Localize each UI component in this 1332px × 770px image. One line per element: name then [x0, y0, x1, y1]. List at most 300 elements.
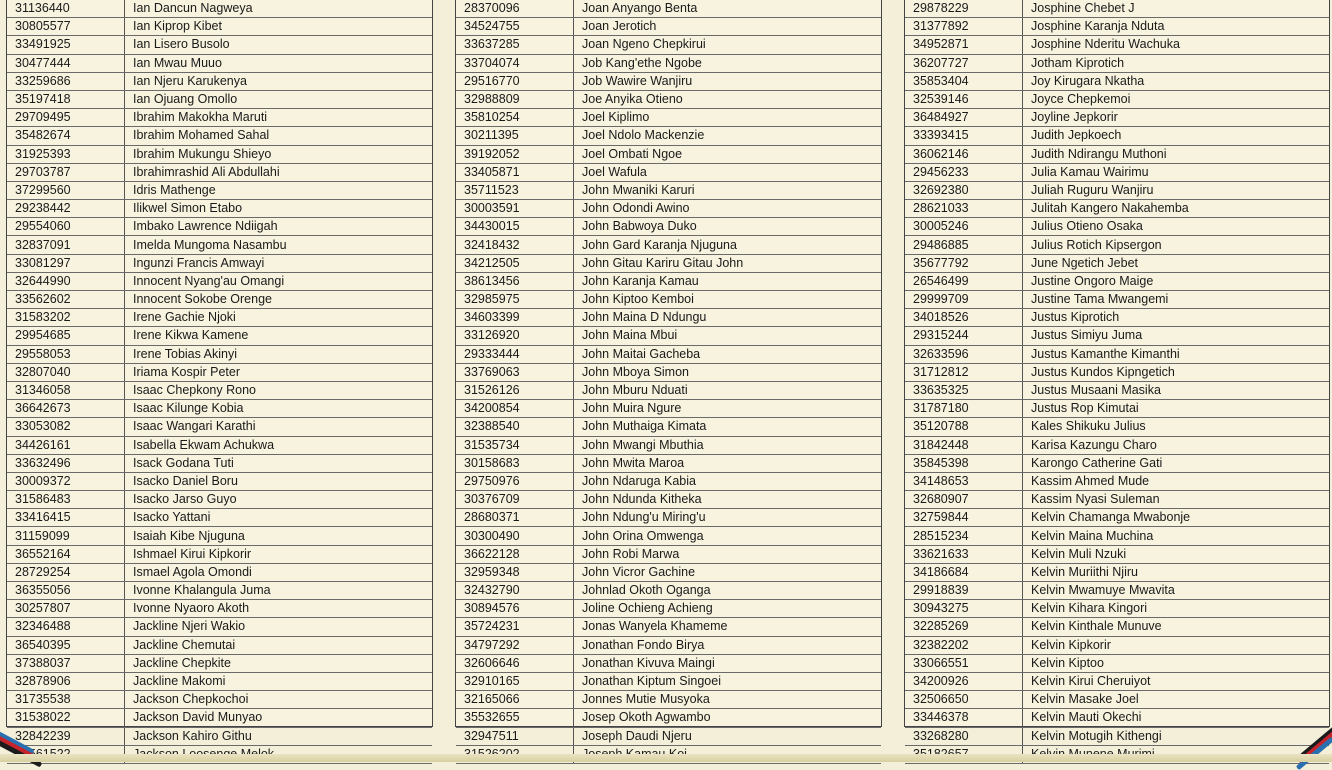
id-number-cell: 36062146: [905, 145, 1023, 163]
table-row: [7, 618, 432, 636]
table-row: [7, 400, 432, 418]
full-name-cell: Justus Kundos Kipngetich: [1023, 363, 1330, 381]
table-row: [7, 454, 432, 472]
table-row: [456, 727, 881, 745]
table-row: [7, 145, 432, 163]
table-row: [456, 381, 881, 399]
id-number-cell: 36484927: [905, 109, 1023, 127]
table-row: [7, 727, 432, 745]
full-name-cell: John Mwangi Mbuthia: [574, 436, 882, 454]
id-number-cell: 32418432: [456, 236, 574, 254]
full-name-cell: Kelvin Muriithi Njiru: [1023, 563, 1330, 581]
name-table-column-2: [455, 0, 882, 743]
name-table-column-3: [904, 0, 1330, 743]
full-name-cell: John Ndunda Kitheka: [574, 491, 882, 509]
id-number-cell: 33621633: [905, 545, 1023, 563]
full-name-cell: Justus Rop Kimutai: [1023, 400, 1330, 418]
id-number-cell: 32807040: [7, 363, 125, 381]
full-name-cell: Juliah Ruguru Wanjiru: [1023, 181, 1330, 199]
id-number-cell: 29918839: [905, 582, 1023, 600]
table-row: [905, 654, 1329, 672]
full-name-cell: Jonathan Kivuva Maingi: [574, 654, 882, 672]
id-number-cell: 33635325: [905, 381, 1023, 399]
id-number-cell: 32633596: [905, 345, 1023, 363]
table-row: [905, 436, 1329, 454]
full-name-cell: Ian Dancun Nagweya: [125, 0, 433, 18]
id-number-cell: 33405871: [456, 163, 574, 181]
id-number-cell: 32382202: [905, 636, 1023, 654]
full-name-cell: John Kiptoo Kemboi: [574, 291, 882, 309]
full-name-cell: Jonas Wanyela Khameme: [574, 618, 882, 636]
full-name-cell: John Mburu Nduati: [574, 381, 882, 399]
id-number-cell: 30943275: [905, 600, 1023, 618]
id-number-cell: 38613456: [456, 272, 574, 290]
table-row: [905, 291, 1329, 309]
id-number-cell: 32539146: [905, 90, 1023, 108]
id-number-cell: 30805577: [7, 18, 125, 36]
full-name-cell: John Odondi Awino: [574, 200, 882, 218]
id-number-cell: 35724231: [456, 618, 574, 636]
full-name-cell: Justine Ongoro Maige: [1023, 272, 1330, 290]
id-number-cell: 28729254: [7, 563, 125, 581]
full-name-cell: John Muira Ngure: [574, 400, 882, 418]
full-name-cell: John Mwaniki Karuri: [574, 181, 882, 199]
table-row: [456, 472, 881, 490]
id-number-cell: 29999709: [905, 291, 1023, 309]
id-number-cell: 29333444: [456, 345, 574, 363]
table-row: [905, 545, 1329, 563]
table-row: [7, 563, 432, 581]
table-row: [456, 145, 881, 163]
id-number-cell: 31526126: [456, 381, 574, 399]
id-number-cell: 29315244: [905, 327, 1023, 345]
full-name-cell: Ian Mwau Muuo: [125, 54, 433, 72]
full-name-cell: Ingunzi Francis Amwayi: [125, 254, 433, 272]
full-name-cell: Justus Kamanthe Kimanthi: [1023, 345, 1330, 363]
full-name-cell: Kelvin Kinthale Munuve: [1023, 618, 1330, 636]
table-row: [905, 163, 1329, 181]
table-row: [456, 54, 881, 72]
full-name-cell: Josphine Karanja Nduta: [1023, 18, 1330, 36]
table-row: [905, 600, 1329, 618]
table-row: [905, 272, 1329, 290]
table-row: [456, 654, 881, 672]
id-number-cell: 31925393: [7, 145, 125, 163]
table-row: [7, 709, 432, 727]
id-number-cell: 31159099: [7, 527, 125, 545]
id-number-cell: 31712812: [905, 363, 1023, 381]
full-name-cell: Jonathan Kiptum Singoei: [574, 672, 882, 690]
id-number-cell: 33637285: [456, 36, 574, 54]
full-name-cell: Irene Kikwa Kamene: [125, 327, 433, 345]
id-number-cell: 31346058: [7, 381, 125, 399]
table-row: [905, 72, 1329, 90]
table-row: [456, 600, 881, 618]
full-name-cell: Kelvin Mauti Okechi: [1023, 709, 1330, 727]
full-name-cell: Jackson Kahiro Githu: [125, 727, 433, 745]
full-name-cell: Kelvin Mwamuye Mwavita: [1023, 582, 1330, 600]
table-row: [905, 90, 1329, 108]
table-row: [905, 381, 1329, 399]
full-name-cell: Ishmael Kirui Kipkorir: [125, 545, 433, 563]
table-row: [905, 563, 1329, 581]
table-row: [7, 691, 432, 709]
id-number-cell: 31586483: [7, 491, 125, 509]
full-name-cell: Ivonne Khalangula Juma: [125, 582, 433, 600]
id-number-cell: 37388037: [7, 654, 125, 672]
table-row: [7, 291, 432, 309]
full-name-cell: Joseph Daudi Njeru: [574, 727, 882, 745]
id-number-cell: 32878906: [7, 672, 125, 690]
id-number-cell: 33704074: [456, 54, 574, 72]
id-number-cell: 34797292: [456, 636, 574, 654]
full-name-cell: John Vicror Gachine: [574, 563, 882, 581]
full-name-cell: June Ngetich Jebet: [1023, 254, 1330, 272]
full-name-cell: Irene Gachie Njoki: [125, 309, 433, 327]
id-number-cell: 32985975: [456, 291, 574, 309]
full-name-cell: Joan Anyango Benta: [574, 0, 882, 18]
table-row: [456, 527, 881, 545]
table-row: [7, 200, 432, 218]
full-name-cell: Jotham Kiprotich: [1023, 54, 1330, 72]
full-name-cell: Innocent Nyang'au Omangi: [125, 272, 433, 290]
id-number-cell: 34200854: [456, 400, 574, 418]
table-row: [7, 582, 432, 600]
id-number-cell: 36355056: [7, 582, 125, 600]
full-name-cell: Kelvin Chamanga Mwabonje: [1023, 509, 1330, 527]
id-number-cell: 30300490: [456, 527, 574, 545]
id-number-cell: 32680907: [905, 491, 1023, 509]
id-number-cell: 34430015: [456, 218, 574, 236]
table-row: [7, 545, 432, 563]
table-row: [905, 236, 1329, 254]
id-number-cell: 31735538: [7, 691, 125, 709]
full-name-cell: John Gitau Kariru Gitau John: [574, 254, 882, 272]
full-name-cell: Irene Tobias Akinyi: [125, 345, 433, 363]
full-name-cell: Kelvin Motugih Kithengi: [1023, 727, 1330, 745]
full-name-cell: Isacko Yattani: [125, 509, 433, 527]
table-row: [7, 345, 432, 363]
full-name-cell: Ian Ojuang Omollo: [125, 90, 433, 108]
full-name-cell: Kelvin Kiptoo: [1023, 654, 1330, 672]
full-name-cell: Isaac Kilunge Kobia: [125, 400, 433, 418]
full-name-cell: Julius Otieno Osaka: [1023, 218, 1330, 236]
full-name-cell: Isaiah Kibe Njuguna: [125, 527, 433, 545]
full-name-cell: Justus Kiprotich: [1023, 309, 1330, 327]
table-row: [905, 127, 1329, 145]
table-row: [905, 454, 1329, 472]
table-row: [7, 491, 432, 509]
table-row: [456, 636, 881, 654]
table-row: [7, 418, 432, 436]
full-name-cell: Jackson David Munyao: [125, 709, 433, 727]
full-name-cell: Ibrahim Makokha Maruti: [125, 109, 433, 127]
id-number-cell: 35197418: [7, 90, 125, 108]
id-number-cell: 34018526: [905, 309, 1023, 327]
full-name-cell: Joel Kiplimo: [574, 109, 882, 127]
id-number-cell: 30477444: [7, 54, 125, 72]
table-row: [7, 381, 432, 399]
full-name-cell: Kassim Nyasi Suleman: [1023, 491, 1330, 509]
full-name-cell: Josep Okoth Agwambo: [574, 709, 882, 727]
full-name-cell: Kelvin Maina Muchina: [1023, 527, 1330, 545]
full-name-cell: Karisa Kazungu Charo: [1023, 436, 1330, 454]
id-number-cell: 33632496: [7, 454, 125, 472]
table-row: [7, 54, 432, 72]
id-number-cell: 29486885: [905, 236, 1023, 254]
table-row: [905, 472, 1329, 490]
id-number-cell: 34603399: [456, 309, 574, 327]
table-row: [7, 0, 432, 18]
full-name-cell: Justine Tama Mwangemi: [1023, 291, 1330, 309]
table-row: [905, 418, 1329, 436]
table-row: [456, 454, 881, 472]
id-number-cell: 37299560: [7, 181, 125, 199]
table-row: [456, 109, 881, 127]
full-name-cell: Ismael Agola Omondi: [125, 563, 433, 581]
table-row: [456, 236, 881, 254]
full-name-cell: John Mwita Maroa: [574, 454, 882, 472]
id-number-cell: 34524755: [456, 18, 574, 36]
id-number-cell: 31583202: [7, 309, 125, 327]
full-name-cell: John Ndung'u Miring'u: [574, 509, 882, 527]
full-name-cell: Josphine Nderitu Wachuka: [1023, 36, 1330, 54]
full-name-cell: Joel Ombati Ngoe: [574, 145, 882, 163]
table-row: [905, 618, 1329, 636]
table-row: [905, 109, 1329, 127]
table-row: [456, 618, 881, 636]
table-row: [7, 327, 432, 345]
id-number-cell: 29709495: [7, 109, 125, 127]
full-name-cell: Kelvin Muli Nzuki: [1023, 545, 1330, 563]
table-row: [456, 418, 881, 436]
id-number-cell: 28621033: [905, 200, 1023, 218]
full-name-cell: Idris Mathenge: [125, 181, 433, 199]
table-row: [456, 0, 881, 18]
id-number-cell: 30257807: [7, 600, 125, 618]
full-name-cell: Isaac Chepkony Rono: [125, 381, 433, 399]
table-row: [905, 727, 1329, 745]
id-number-cell: 33416415: [7, 509, 125, 527]
full-name-cell: Ibrahim Mohamed Sahal: [125, 127, 433, 145]
table-row: [456, 181, 881, 199]
id-number-cell: 35711523: [456, 181, 574, 199]
table-row: [456, 709, 881, 727]
full-name-cell: Isacko Jarso Guyo: [125, 491, 433, 509]
id-number-cell: 32644990: [7, 272, 125, 290]
id-number-cell: 36642673: [7, 400, 125, 418]
table-row: [456, 672, 881, 690]
full-name-cell: Jonnes Mutie Musyoka: [574, 691, 882, 709]
table-row: [7, 181, 432, 199]
table-row: [905, 691, 1329, 709]
table-row: [7, 254, 432, 272]
id-number-cell: 34200926: [905, 672, 1023, 690]
full-name-cell: Isack Godana Tuti: [125, 454, 433, 472]
id-number-cell: 29954685: [7, 327, 125, 345]
table-row: [905, 0, 1329, 18]
table-row: [905, 582, 1329, 600]
id-number-cell: 32606646: [456, 654, 574, 672]
id-number-cell: 33491925: [7, 36, 125, 54]
full-name-cell: John Robi Marwa: [574, 545, 882, 563]
id-number-cell: 39192052: [456, 145, 574, 163]
table-row: [456, 36, 881, 54]
table-row: [7, 527, 432, 545]
id-number-cell: 30211395: [456, 127, 574, 145]
full-name-cell: Joe Anyika Otieno: [574, 90, 882, 108]
table-row: [905, 527, 1329, 545]
id-number-cell: 33081297: [7, 254, 125, 272]
table-row: [905, 200, 1329, 218]
id-number-cell: 35482674: [7, 127, 125, 145]
id-number-cell: 32759844: [905, 509, 1023, 527]
id-number-cell: 31136440: [7, 0, 125, 18]
id-number-cell: 33126920: [456, 327, 574, 345]
full-name-cell: Justus Musaani Masika: [1023, 381, 1330, 399]
full-name-cell: Jackline Chemutai: [125, 636, 433, 654]
table-row: [905, 672, 1329, 690]
full-name-cell: John Maina D Ndungu: [574, 309, 882, 327]
table-row: [905, 181, 1329, 199]
full-name-cell: Julius Rotich Kipsergon: [1023, 236, 1330, 254]
id-number-cell: 32947511: [456, 727, 574, 745]
full-name-cell: Jackline Njeri Wakio: [125, 618, 433, 636]
full-name-cell: Joan Jerotich: [574, 18, 882, 36]
table-row: [456, 363, 881, 381]
full-name-cell: John Karanja Kamau: [574, 272, 882, 290]
full-name-cell: Kassim Ahmed Mude: [1023, 472, 1330, 490]
id-number-cell: 32988809: [456, 90, 574, 108]
table-row: [456, 327, 881, 345]
id-number-cell: 32959348: [456, 563, 574, 581]
full-name-cell: Ivonne Nyaoro Akoth: [125, 600, 433, 618]
full-name-cell: John Maina Mbui: [574, 327, 882, 345]
full-name-cell: Julia Kamau Wairimu: [1023, 163, 1330, 181]
full-name-cell: Jonathan Fondo Birya: [574, 636, 882, 654]
table-row: [456, 691, 881, 709]
full-name-cell: Judith Jepkoech: [1023, 127, 1330, 145]
full-name-cell: Joyline Jepkorir: [1023, 109, 1330, 127]
table-row: [7, 600, 432, 618]
id-number-cell: 29750976: [456, 472, 574, 490]
full-name-cell: Jackline Chepkite: [125, 654, 433, 672]
id-number-cell: 35853404: [905, 72, 1023, 90]
table-row: [7, 218, 432, 236]
table-row: [905, 363, 1329, 381]
table-row: [456, 309, 881, 327]
table-row: [456, 254, 881, 272]
table-row: [7, 436, 432, 454]
id-number-cell: 33066551: [905, 654, 1023, 672]
id-number-cell: 36207727: [905, 54, 1023, 72]
full-name-cell: Iriama Kospir Peter: [125, 363, 433, 381]
table-row: [7, 90, 432, 108]
full-name-cell: Joel Ndolo Mackenzie: [574, 127, 882, 145]
table-row: [456, 563, 881, 581]
id-number-cell: 33393415: [905, 127, 1023, 145]
full-name-cell: Ibrahim Mukungu Shieyo: [125, 145, 433, 163]
table-row: [905, 636, 1329, 654]
id-number-cell: 31787180: [905, 400, 1023, 418]
id-number-cell: 36540395: [7, 636, 125, 654]
full-name-cell: Ian Njeru Karukenya: [125, 72, 433, 90]
table-row: [456, 127, 881, 145]
full-name-cell: Judith Ndirangu Muthoni: [1023, 145, 1330, 163]
id-number-cell: 30009372: [7, 472, 125, 490]
table-row: [456, 218, 881, 236]
table-row: [7, 272, 432, 290]
table-row: [905, 254, 1329, 272]
full-name-cell: Joel Wafula: [574, 163, 882, 181]
full-name-cell: Joline Ochieng Achieng: [574, 600, 882, 618]
id-number-cell: 30003591: [456, 200, 574, 218]
table-row: [456, 509, 881, 527]
id-number-cell: 36622128: [456, 545, 574, 563]
table-row: [7, 109, 432, 127]
full-name-cell: Joyce Chepkemoi: [1023, 90, 1330, 108]
full-name-cell: Ian Kiprop Kibet: [125, 18, 433, 36]
table-row: [7, 163, 432, 181]
name-table: [905, 0, 1329, 764]
table-row: [456, 200, 881, 218]
id-number-cell: 29456233: [905, 163, 1023, 181]
name-table: [7, 0, 432, 764]
id-number-cell: 29516770: [456, 72, 574, 90]
id-number-cell: 34426161: [7, 436, 125, 454]
id-number-cell: 32910165: [456, 672, 574, 690]
id-number-cell: 35120788: [905, 418, 1023, 436]
id-number-cell: 35810254: [456, 109, 574, 127]
table-row: [905, 491, 1329, 509]
id-number-cell: 36552164: [7, 545, 125, 563]
table-row: [7, 36, 432, 54]
full-name-cell: Imelda Mungoma Nasambu: [125, 236, 433, 254]
table-row: [905, 400, 1329, 418]
table-row: [7, 654, 432, 672]
id-number-cell: 29558053: [7, 345, 125, 363]
table-row: [456, 491, 881, 509]
id-number-cell: 32837091: [7, 236, 125, 254]
id-number-cell: 34212505: [456, 254, 574, 272]
full-name-cell: Kelvin Kipkorir: [1023, 636, 1330, 654]
table-row: [7, 472, 432, 490]
footer-band: [0, 754, 1332, 762]
table-row: [7, 672, 432, 690]
id-number-cell: 35677792: [905, 254, 1023, 272]
full-name-cell: Johnlad Okoth Oganga: [574, 582, 882, 600]
id-number-cell: 34186684: [905, 563, 1023, 581]
full-name-cell: John Muthaiga Kimata: [574, 418, 882, 436]
full-name-cell: Kelvin Kihara Kingori: [1023, 600, 1330, 618]
id-number-cell: 30005246: [905, 218, 1023, 236]
table-row: [7, 236, 432, 254]
id-number-cell: 32388540: [456, 418, 574, 436]
table-row: [905, 36, 1329, 54]
full-name-cell: John Gard Karanja Njuguna: [574, 236, 882, 254]
full-name-cell: Job Wawire Wanjiru: [574, 72, 882, 90]
table-row: [7, 509, 432, 527]
table-row: [456, 163, 881, 181]
id-number-cell: 31538022: [7, 709, 125, 727]
full-name-cell: Josphine Chebet J: [1023, 0, 1330, 18]
full-name-cell: Ibrahimrashid Ali Abdullahi: [125, 163, 433, 181]
table-row: [456, 345, 881, 363]
full-name-cell: John Orina Omwenga: [574, 527, 882, 545]
table-row: [905, 145, 1329, 163]
full-name-cell: John Ndaruga Kabia: [574, 472, 882, 490]
full-name-cell: Isabella Ekwam Achukwa: [125, 436, 433, 454]
